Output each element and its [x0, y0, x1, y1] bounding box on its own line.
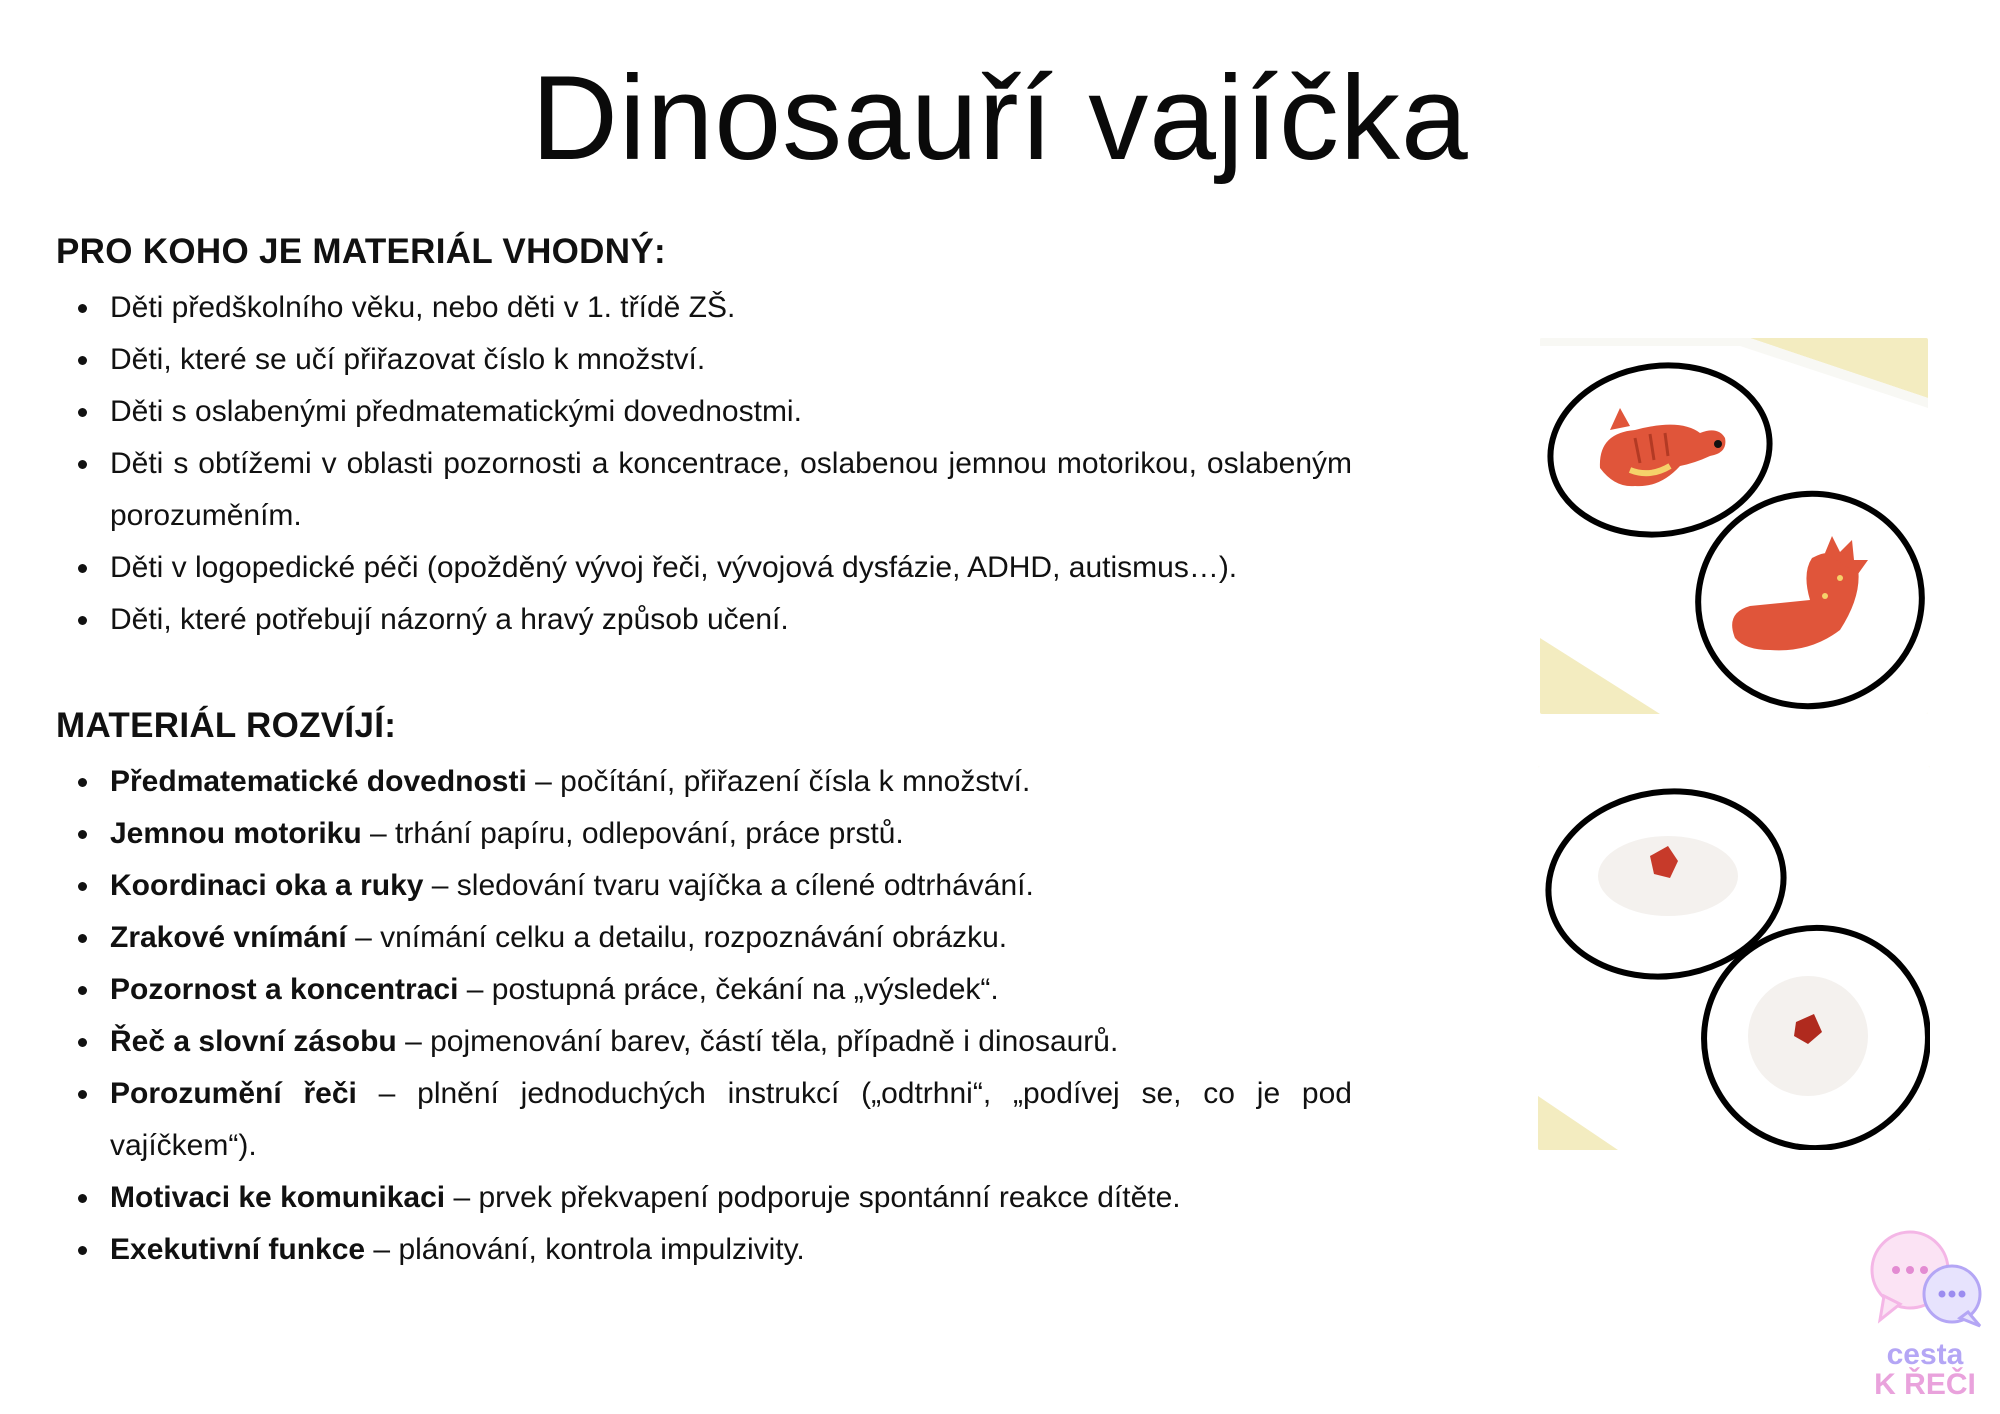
develops-list: [56, 756, 1352, 1276]
content-column: [56, 232, 1352, 1276]
logo-text-line2: K ŘEČI: [1874, 1368, 1976, 1401]
item-text: – prvek překvapení podporuje spontánní reakce dítěte.: [445, 1181, 1181, 1214]
item-bold: Exekutivní funkce: [110, 1233, 366, 1266]
item-bold: Pozornost a koncentraci: [110, 973, 459, 1006]
list-item: [56, 860, 1352, 912]
list-item: Děti s oslabenými předmatematickými dovednostmi.: [56, 386, 1352, 438]
item-bold: Předmatematické dovednosti: [110, 765, 527, 798]
suitable-for-list: [56, 282, 1352, 646]
list-item: [56, 756, 1352, 808]
list-item: [56, 1172, 1352, 1224]
list-item: Děti, které se učí přiřazovat číslo k množství.: [56, 334, 1352, 386]
logo: [1860, 1228, 1990, 1408]
item-text: – plánování, kontrola impulzivity.: [365, 1233, 805, 1266]
section-develops: [56, 706, 1352, 1276]
section-suitable-for: [56, 232, 1352, 646]
item-bold: Koordinaci oka a ruky: [110, 869, 424, 902]
list-item: [56, 1016, 1352, 1068]
item-bold: Zrakové vnímání: [110, 921, 347, 954]
list-item: [56, 808, 1352, 860]
item-text: – postupná práce, čekání na „výsledek“.: [458, 973, 999, 1006]
page-title: Dinosauří vajíčka: [531, 51, 1469, 185]
list-item: Děti, které potřebují názorný a hravý způsob učení.: [56, 594, 1352, 646]
item-bold: Motivaci ke komunikaci: [110, 1181, 446, 1214]
list-item: Děti s obtížemi v oblasti pozornosti a koncentrace, oslabenou jemnou motorikou, oslabeným porozuměním.: [56, 438, 1352, 542]
item-bold: Jemnou motoriku: [110, 817, 362, 850]
item-bold: Porozumění řeči: [110, 1077, 357, 1110]
item-text: – plnění jednoduchých instrukcí („odtrhni“, „podívej se, co je pod vajíčkem“).: [110, 1077, 1352, 1162]
item-bold: Řeč a slovní zásobu: [110, 1025, 397, 1058]
item-text: – sledování tvaru vajíčka a cílené odtrhávání.: [423, 869, 1034, 902]
photo-covered-eggs: [1538, 766, 1930, 1150]
list-item: [56, 964, 1352, 1016]
item-text: – pojmenování barev, částí těla, případně i dinosaurů.: [396, 1025, 1119, 1058]
list-item: [56, 1224, 1352, 1276]
logo-text-line1: cesta: [1886, 1338, 1964, 1371]
item-text: – počítání, přiřazení čísla k množství.: [526, 765, 1031, 798]
photo-dinosaur-eggs: [1540, 338, 1928, 714]
item-text: – vnímání celku a detailu, rozpoznávání obrázku.: [346, 921, 1008, 954]
list-item: [56, 1068, 1352, 1172]
section-heading: MATERIÁL ROZVÍJÍ:: [56, 706, 397, 745]
list-item: [56, 912, 1352, 964]
list-item: Děti v logopedické péči (opožděný vývoj řeči, vývojová dysfázie, ADHD, autismus…).: [56, 542, 1352, 594]
speech-bubbles-icon: [1860, 1228, 1990, 1328]
list-item: Děti předškolního věku, nebo děti v 1. třídě ZŠ.: [56, 282, 1352, 334]
section-heading: PRO KOHO JE MATERIÁL VHODNÝ:: [56, 232, 666, 271]
item-text: – trhání papíru, odlepování, práce prstů.: [361, 817, 904, 850]
